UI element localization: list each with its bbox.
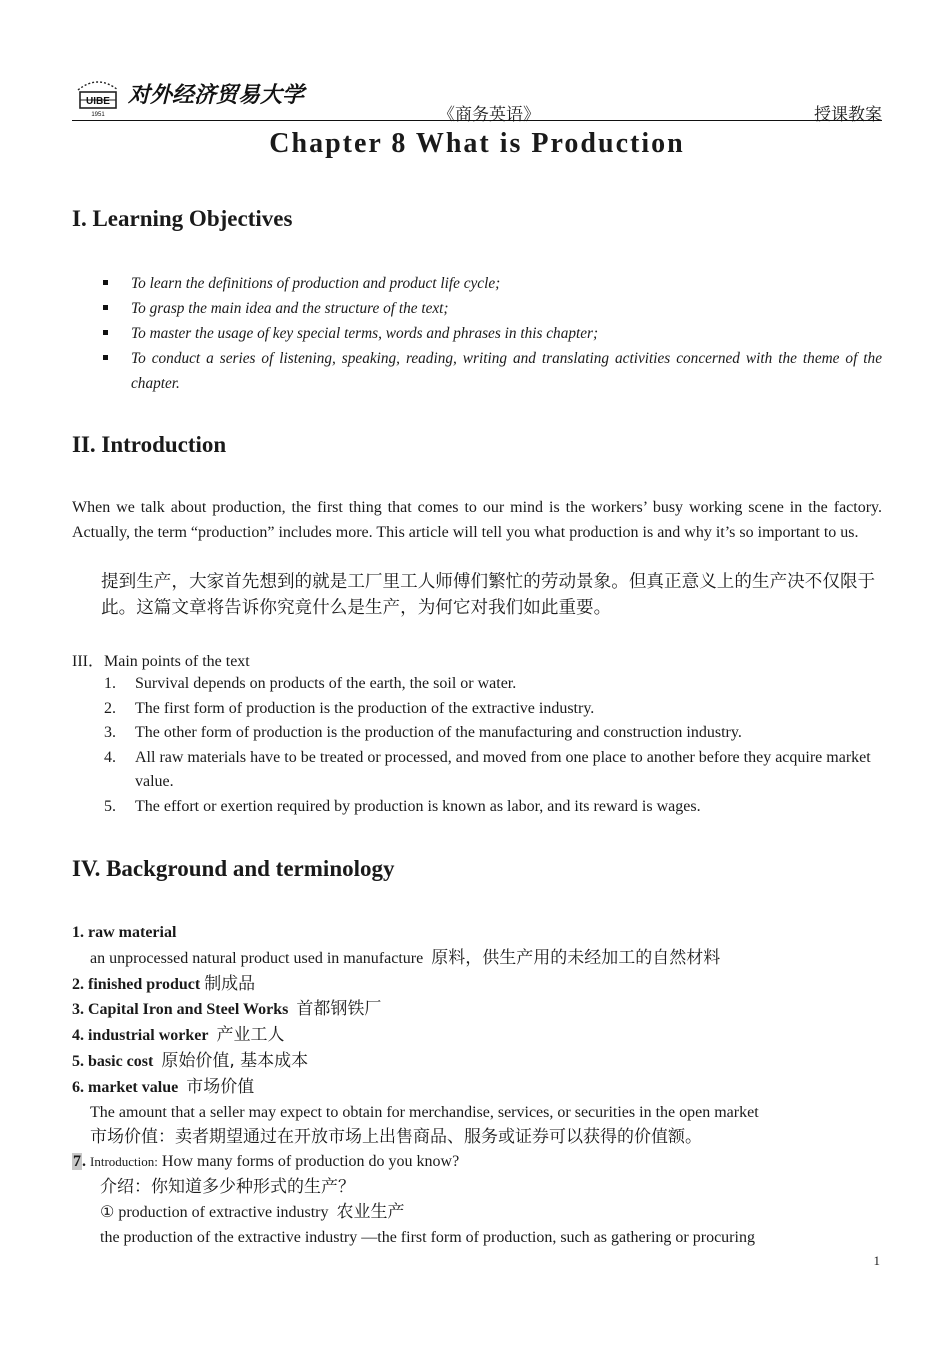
section-heading-background: IV. Background and terminology xyxy=(72,856,395,881)
term-cn: 原始价值, 基本成本 xyxy=(161,1050,309,1071)
terminology-list xyxy=(72,921,882,1250)
objective-item: To grasp the main idea and the structure of the text; xyxy=(101,296,882,321)
sub-item-description: the production of the extractive industry —the first form of production, such as gathering or procuring xyxy=(100,1228,755,1246)
objective-item: To learn the definitions of production and product life cycle; xyxy=(101,271,882,296)
term-question: How many forms of production do you know? xyxy=(161,1153,460,1171)
term-row xyxy=(72,972,882,998)
term-cn: 制成品 xyxy=(204,973,256,994)
term-cn: 产业工人 xyxy=(216,1025,285,1046)
term-definition: The amount that a seller may expect to obtain for merchandise, services, or securities in the open market xyxy=(90,1103,759,1121)
term-title: 1. raw material xyxy=(72,924,177,941)
term-row xyxy=(72,1075,882,1101)
term-number-dot: . xyxy=(82,1153,86,1171)
definition-en: an unprocessed natural product used in manufacture xyxy=(90,949,424,967)
svg-text:UIBE: UIBE xyxy=(86,96,110,107)
sub-item xyxy=(72,1200,882,1226)
main-point-item xyxy=(104,672,882,697)
svg-text:对外经济贸易大学: 对外经济贸易大学 xyxy=(128,82,305,108)
item-number: 3. xyxy=(104,724,116,742)
term-row xyxy=(72,1150,882,1175)
term-label: Introduction: xyxy=(90,1154,158,1170)
term-row xyxy=(72,997,882,1023)
term-definition xyxy=(72,946,882,972)
objectives-list xyxy=(101,271,882,396)
main-point-item xyxy=(104,795,882,820)
section-heading-objectives: I. Learning Objectives xyxy=(72,206,293,231)
definition-cn: 原料，供生产用的未经加工的自然材料 xyxy=(431,947,721,968)
main-point-item xyxy=(104,721,882,746)
term-title: 5. basic cost xyxy=(72,1052,154,1070)
term-title: 2. finished product xyxy=(72,975,201,993)
section-heading-introduction: II. Introduction xyxy=(72,432,227,457)
circled-one-marker: ① xyxy=(100,1203,115,1221)
page-number: 1 xyxy=(873,1253,880,1268)
document-type: 授课教案 xyxy=(814,105,882,125)
term-title: 6. market value xyxy=(72,1078,179,1096)
introduction-paragraph: When we talk about production, the first thing that comes to our mind is the workers’ busy working scene in the factory. Actually, the term “production” includes more. This article will tell you what production is and why it’s so important to us. xyxy=(72,499,882,541)
main-point-item xyxy=(104,697,882,722)
item-text: The other form of production is the production of the manufacturing and construction industry. xyxy=(135,724,742,742)
item-number: 2. xyxy=(104,699,116,717)
highlighted-number: 7 xyxy=(73,1153,81,1171)
term-title: 4. industrial worker xyxy=(72,1027,209,1045)
main-point-item xyxy=(104,746,882,795)
page-header xyxy=(72,72,882,125)
term-title: 3. Capital Iron and Steel Works xyxy=(72,1001,289,1019)
header-divider xyxy=(72,120,882,121)
term-cn: 市场价值 xyxy=(186,1076,255,1097)
main-points-list xyxy=(104,672,882,820)
item-number: 4. xyxy=(104,748,116,766)
item-text: The first form of production is the production of the extractive industry. xyxy=(135,699,595,717)
svg-text:1951: 1951 xyxy=(91,112,105,118)
sub-item-text: production of extractive industry xyxy=(118,1203,329,1221)
item-text: The effort or exertion required by production is known as labor, and its reward is wages. xyxy=(135,797,701,815)
introduction-paragraph-cn: 提到生产，大家首先想到的就是工厂里工人师傅们繁忙的劳动景象。但真正意义上的生产决不仅限于此。这篇文章将告诉你究竟什么是生产，为何它对我们如此重要。 xyxy=(101,572,876,618)
course-name: 《商务英语》 xyxy=(438,105,540,125)
item-number: 1. xyxy=(104,675,116,692)
sub-item-cn: 农业生产 xyxy=(336,1201,405,1222)
chapter-title: Chapter 8 What is Production xyxy=(269,128,685,159)
objective-item: To conduct a series of listening, speaking, reading, writing and translating activities concerned with the theme of the chapter. xyxy=(101,346,882,396)
term-definition-cn: 市场价值：卖者期望通过在开放市场上出售商品、服务或证券可以获得的价值额。 xyxy=(90,1127,702,1148)
item-number: 5. xyxy=(104,797,116,815)
term-row xyxy=(72,1049,882,1075)
item-text: All raw materials have to be treated or processed, and moved from one place to another before they acquire market value. xyxy=(135,748,871,791)
university-logo xyxy=(74,72,305,118)
item-text: Survival depends on products of the earth, the soil or water. xyxy=(135,675,517,692)
term-row xyxy=(72,1023,882,1049)
objective-item: To master the usage of key special terms, words and phrases in this chapter; xyxy=(101,321,882,346)
section-heading-main-points: III．Main points of the text xyxy=(72,653,250,670)
term-question-cn: 介绍：你知道多少种形式的生产？ xyxy=(100,1176,355,1197)
term-cn: 首都钢铁厂 xyxy=(296,999,382,1020)
